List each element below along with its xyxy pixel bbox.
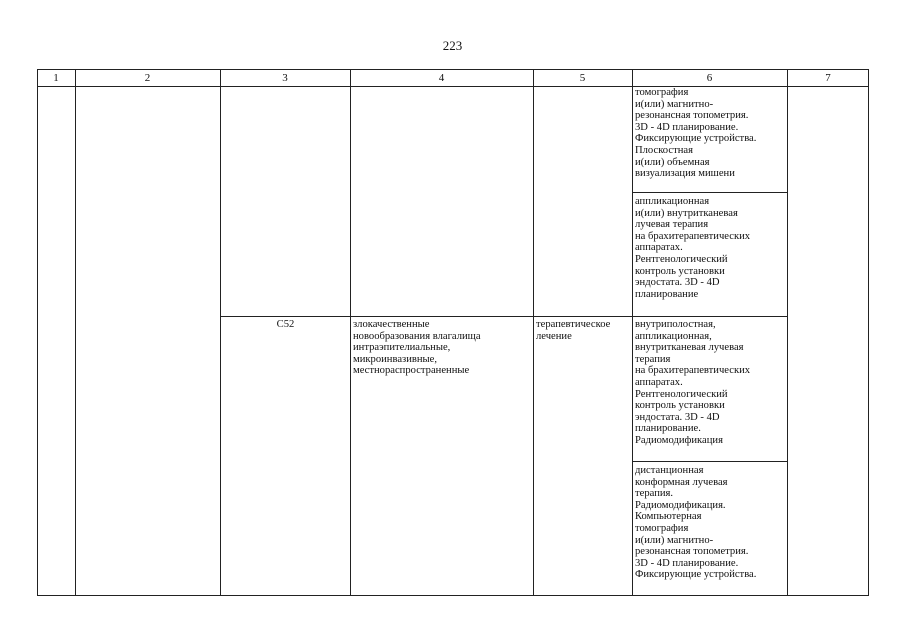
- r2-col6-bottom: дистанционная конформная лучевая терапия. Радиомодификация. Компьютерная томография и(или) магнитно- резонансная топометрия. 3D - 4D планирование. Фиксирующие устройства.: [635, 465, 757, 581]
- page-number: 223: [442, 38, 463, 53]
- r2-col3-code: C52: [276, 319, 295, 330]
- header-col-7: 7: [825, 72, 831, 84]
- header-col-6: 6: [706, 72, 713, 84]
- row-divider-main: [220, 316, 787, 317]
- row-divider-6b: [632, 461, 787, 462]
- r2-col5-treatment: терапевтическое лечение: [536, 319, 611, 342]
- col-line-1: [75, 69, 76, 596]
- r2-col4-diagnosis: злокачественные новообразования влагалища интраэпителиальные, микроинвазивные, местнораспространенные: [353, 319, 481, 377]
- header-col-1: 1: [53, 72, 59, 84]
- header-col-4: 4: [438, 72, 445, 84]
- col-line-6: [787, 69, 788, 596]
- r1-col6-top: томография и(или) магнитно- резонансная топометрия. 3D - 4D планирование. Фиксирующие устройства. Плоскостная и(или) объемная визуализация мишени: [635, 87, 757, 180]
- header-col-5: 5: [579, 72, 586, 84]
- header-col-3: 3: [282, 72, 288, 84]
- row-divider-6a: [632, 192, 787, 193]
- col-line-0: [37, 69, 38, 596]
- r1-col6-bottom: аппликационная и(или) внутритканевая лучевая терапия на брахитерапевтических аппаратах. Рентгенологический контроль установки эндостата. 3D - 4D планирование: [635, 196, 751, 300]
- table-border-top: [37, 69, 869, 70]
- header-col-2: 2: [144, 72, 151, 84]
- table-border-bottom: [37, 595, 869, 596]
- r2-col6-top: внутриполостная, аппликационная, внутритканевая лучевая терапия на брахитерапевтических аппаратах. Рентгенологический контроль установки эндостата. 3D - 4D планирование. Радиомодификация: [635, 319, 751, 446]
- col-line-7: [868, 69, 869, 596]
- col-line-2: [220, 69, 221, 596]
